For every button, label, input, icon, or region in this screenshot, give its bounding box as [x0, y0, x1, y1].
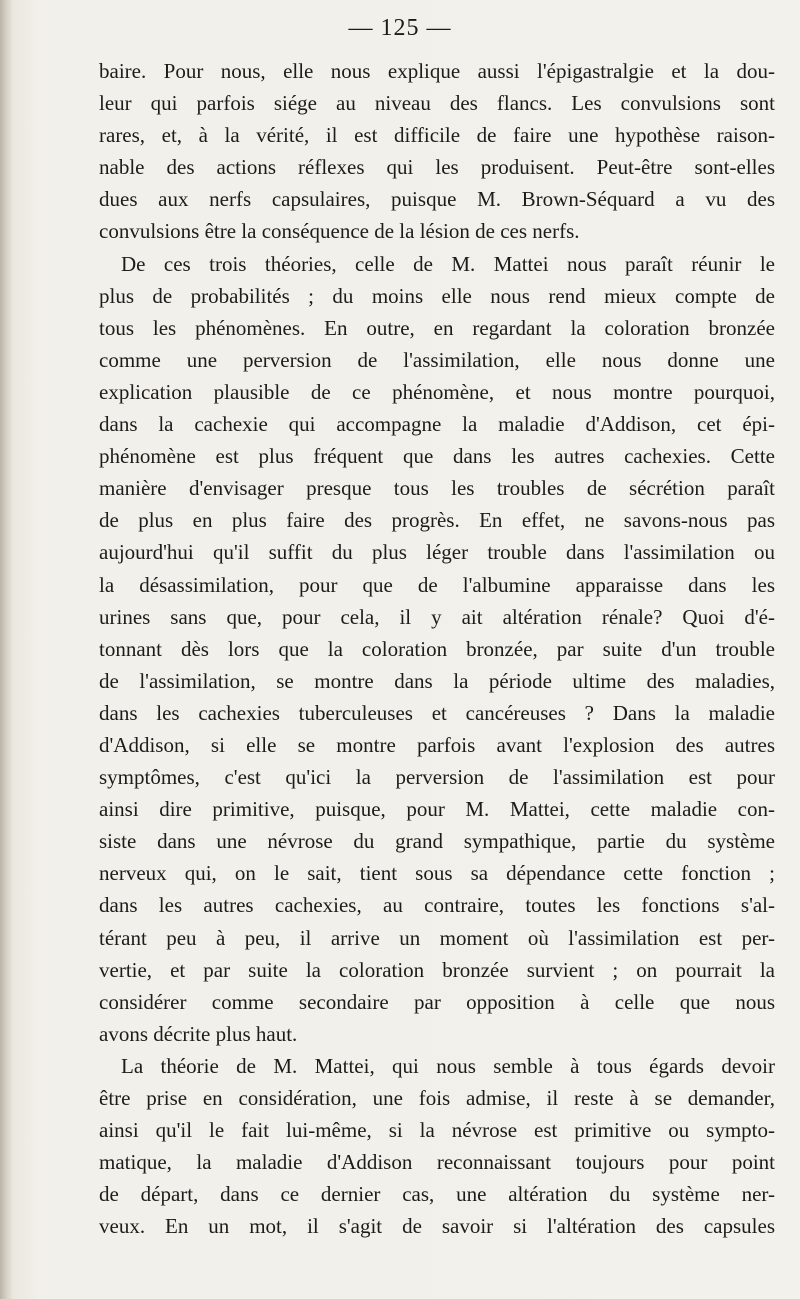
text-line: rares, et, à la vérité, il est difficile de faire une hypothèse raison- — [99, 123, 775, 148]
text-line: urines sans que, pour cela, il y ait altération rénale? Quoi d'é- — [99, 604, 775, 629]
text-line: de l'assimilation, se montre dans la période ultime des maladies, — [99, 668, 775, 693]
text-line: térant peu à peu, il arrive un moment où l'assimilation est per- — [99, 925, 775, 950]
body-text — [99, 55, 775, 1242]
text-line: être prise en considération, une fois admise, il reste à se demander, — [99, 1086, 775, 1110]
text-line: convulsions être la conséquence de la lésion de ces nerfs. — [99, 219, 580, 244]
text-line: baire. Pour nous, elle nous explique aussi l'épigastralgie et la dou- — [99, 59, 775, 83]
text-line: manière d'envisager presque tous les troubles de sécrétion paraît — [99, 476, 775, 501]
text-line: vertie, et par suite la coloration bronzée survient ; on pourrait la — [99, 957, 775, 982]
text-line: ainsi qu'il le fait lui-même, si la névrose est primitive ou sympto- — [99, 1118, 775, 1143]
paragraph-start: La théorie de M. Mattei, qui nous semble à tous égards devoir — [121, 1053, 775, 1078]
text-line: d'Addison, si elle se montre parfois avant l'explosion des autres — [99, 732, 775, 757]
text-line: de plus en plus faire des progrès. En effet, ne savons-nous pas — [99, 508, 775, 533]
text-line: symptômes, c'est qu'ici la perversion de l'assimilation est pour — [99, 765, 775, 790]
spine-shadow — [0, 0, 12, 1299]
text-line: aujourd'hui qu'il suffit du plus léger trouble dans l'assimilation ou — [99, 540, 775, 565]
text-line: nable des actions réflexes qui les produisent. Peut-être sont-elles — [99, 155, 775, 180]
text-line: de départ, dans ce dernier cas, une altération du système ner- — [99, 1182, 775, 1207]
text-line: avons décrite plus haut. — [99, 1021, 298, 1046]
text-line: tous les phénomènes. En outre, en regardant la coloration bronzée — [99, 315, 775, 340]
page-number: — 125 — — [348, 15, 452, 41]
text-line: la désassimilation, pour que de l'albumine apparaisse dans les — [99, 572, 775, 597]
text-line: siste dans une névrose du grand sympathique, partie du système — [99, 829, 775, 854]
text-line: leur qui parfois siége au niveau des flancs. Les convulsions sont — [99, 91, 775, 116]
text-line: comme une perversion de l'assimilation, elle nous donne une — [99, 347, 775, 372]
text-line: phénomène est plus fréquent que dans les autres cachexies. Cette — [99, 444, 775, 469]
text-line: matique, la maladie d'Addison reconnaissant toujours pour point — [99, 1150, 775, 1175]
text-line: dans les autres cachexies, au contraire, toutes les fonctions s'al- — [99, 893, 775, 918]
text-line: explication plausible de ce phénomène, et nous montre pourquoi, — [99, 379, 775, 404]
text-line: dues aux nerfs capsulaires, puisque M. Brown-Séquard a vu des — [99, 187, 775, 212]
text-line: considérer comme secondaire par opposition à celle que nous — [99, 989, 775, 1014]
text-line: dans la cachexie qui accompagne la maladie d'Addison, cet épi- — [99, 412, 775, 437]
text-line: veux. En un mot, il s'agit de savoir si l'altération des capsules — [99, 1214, 775, 1239]
text-line: ainsi dire primitive, puisque, pour M. Mattei, cette maladie con- — [99, 797, 775, 822]
paragraph-start: De ces trois théories, celle de M. Mattei nous paraît réunir le — [121, 251, 775, 276]
text-line: nerveux qui, on le sait, tient sous sa dépendance cette fonction ; — [99, 861, 775, 886]
text-line: dans les cachexies tuberculeuses et cancéreuses ? Dans la maladie — [99, 700, 775, 725]
text-line: plus de probabilités ; du moins elle nous rend mieux compte de — [99, 283, 775, 308]
text-line: tonnant dès lors que la coloration bronzée, par suite d'un trouble — [99, 636, 775, 661]
